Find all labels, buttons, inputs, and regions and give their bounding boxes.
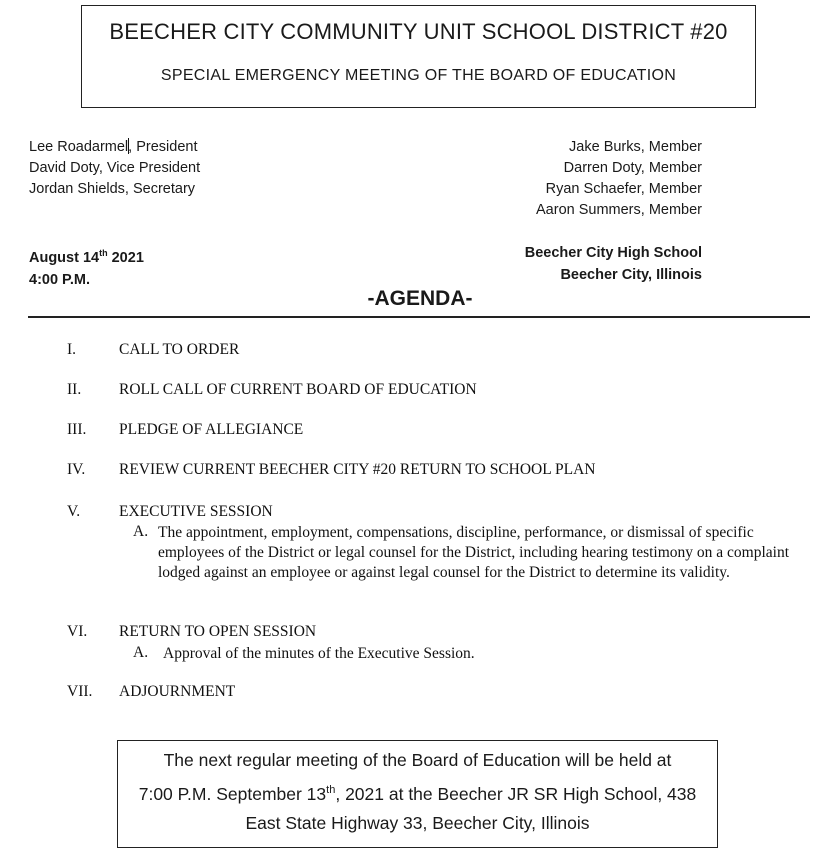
notice-line: 7:00 P.M. September 13th, 2021 at the Beecher JR SR High School, 438 xyxy=(138,783,697,804)
divider xyxy=(28,316,810,318)
subitem-letter: A. xyxy=(133,523,149,540)
agenda-number: VII. xyxy=(67,683,93,700)
officers-list xyxy=(29,137,200,200)
location-city: Beecher City, Illinois xyxy=(560,267,702,283)
subitem-text: Approval of the minutes of the Executive Session. xyxy=(163,645,475,662)
officer-secretary: Jordan Shields, Secretary xyxy=(29,181,196,197)
agenda-number: VI. xyxy=(67,623,88,640)
agenda-text: RETURN TO OPEN SESSION xyxy=(119,623,317,640)
location-name: Beecher City High School xyxy=(524,245,702,261)
member-item: Jake Burks, Member xyxy=(569,139,702,155)
meeting-location xyxy=(525,242,702,286)
agenda-number: IV. xyxy=(67,461,86,478)
meeting-subtitle: SPECIAL EMERGENCY MEETING OF THE BOARD OF EDUCATION xyxy=(160,67,677,84)
agenda-text: PLEDGE OF ALLEGIANCE xyxy=(119,421,304,438)
meeting-date: August 14th 2021 xyxy=(29,248,144,266)
agenda-text: ADJOURNMENT xyxy=(119,683,236,700)
subitem-text: The appointment, employment, compensations, discipline, performance, or dismissal of specific employees of the District or legal counsel for the District, including hearing testimony on a complaint lodged against an employee or against legal counsel for the District to determine its validity. xyxy=(158,524,790,581)
member-item: Aaron Summers, Member xyxy=(536,202,702,218)
district-title: BEECHER CITY COMMUNITY UNIT SCHOOL DISTRICT #20 xyxy=(109,19,728,44)
agenda-number: III. xyxy=(67,421,87,438)
member-item: Darren Doty, Member xyxy=(563,160,702,176)
agenda-title: -AGENDA- xyxy=(367,287,473,310)
agenda-text: ROLL CALL OF CURRENT BOARD OF EDUCATION xyxy=(119,381,477,398)
notice-line: East State Highway 33, Beecher City, Illinois xyxy=(245,812,590,833)
subitem-letter: A. xyxy=(133,644,149,661)
next-meeting-notice xyxy=(117,740,718,848)
officer-vice-president: David Doty, Vice President xyxy=(29,160,201,176)
agenda-text: REVIEW CURRENT BEECHER CITY #20 RETURN TO SCHOOL PLAN xyxy=(119,461,596,478)
agenda-text: CALL TO ORDER xyxy=(119,341,240,358)
agenda-number: I. xyxy=(67,341,77,358)
officer-president: Lee Roadarmel, President xyxy=(29,139,198,155)
meeting-time: 4:00 P.M. xyxy=(29,271,90,288)
member-item: Ryan Schaefer, Member xyxy=(545,181,702,197)
members-list xyxy=(536,137,702,221)
agenda-text: EXECUTIVE SESSION xyxy=(119,503,273,520)
agenda-number: V. xyxy=(67,503,81,520)
header-box xyxy=(81,5,756,108)
notice-line: The next regular meeting of the Board of Education will be held at xyxy=(163,750,672,770)
meeting-datetime xyxy=(29,242,144,291)
agenda-number: II. xyxy=(67,381,82,398)
